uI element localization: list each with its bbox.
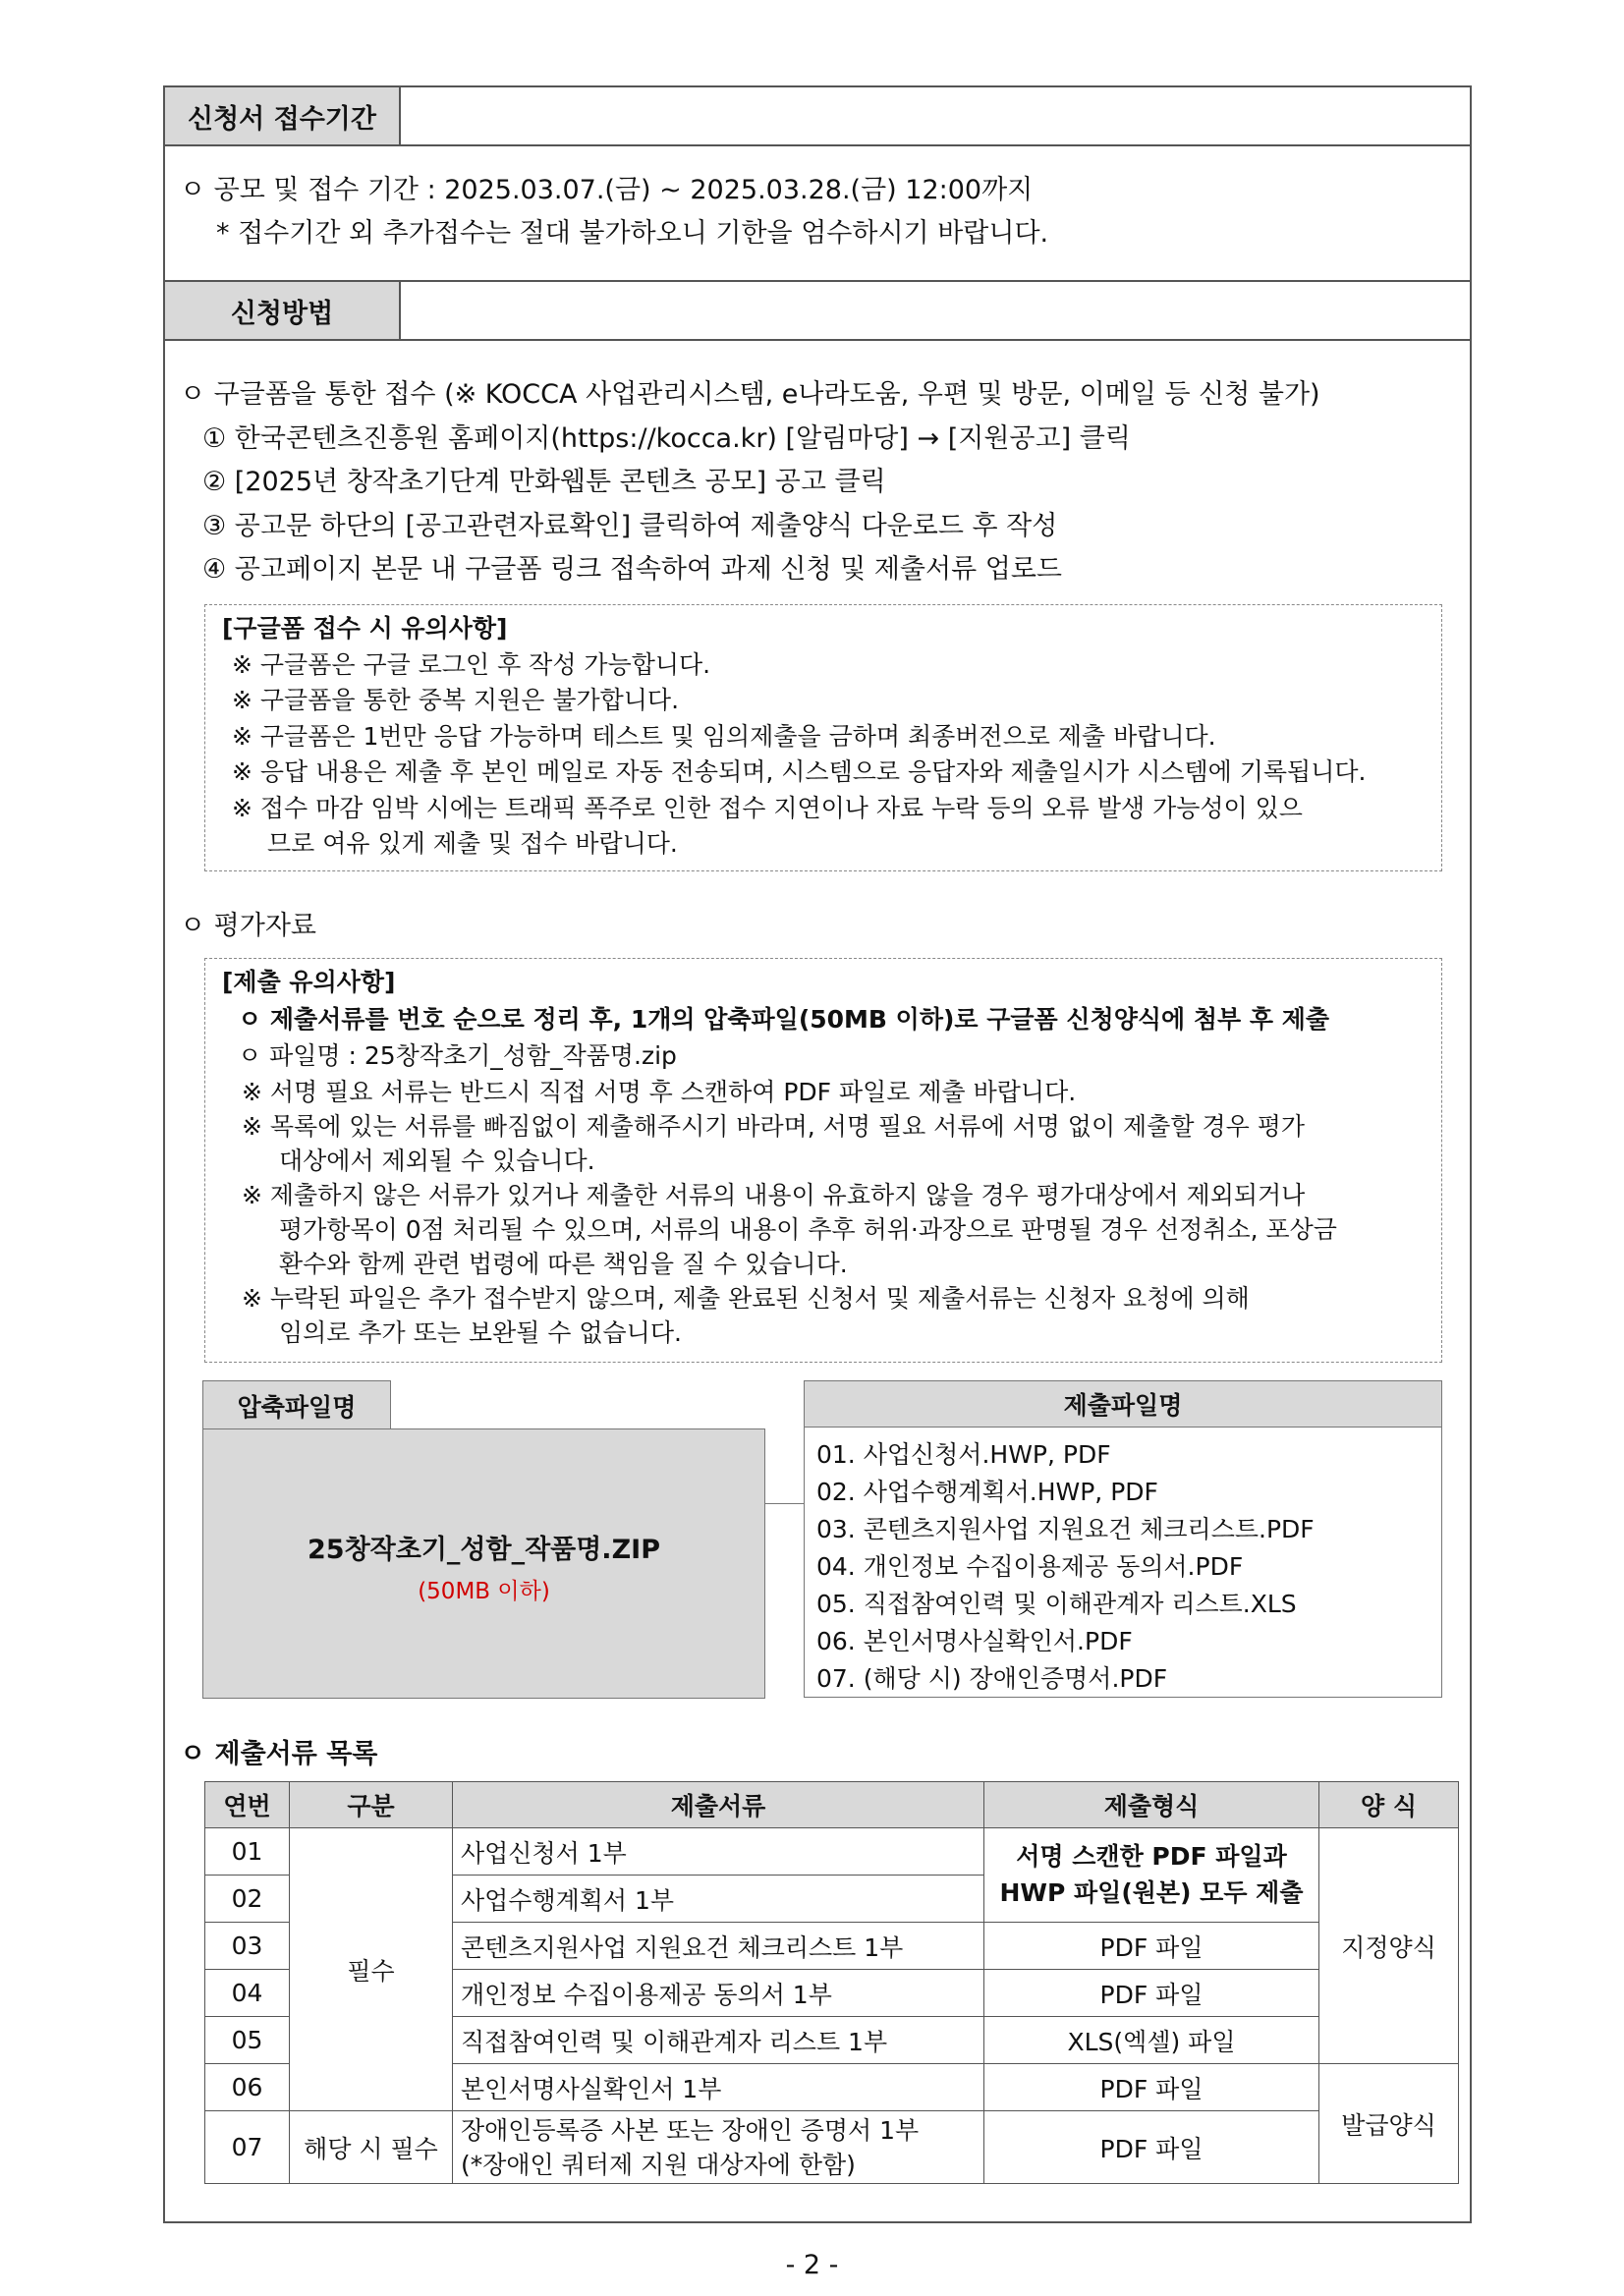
- submission-note: 대상에서 제외될 수 있습니다.: [279, 1147, 595, 1175]
- section-label-period: 신청서 접수기간: [165, 87, 401, 144]
- submission-filename-line: ㅇ 파일명 : 25창작초기_성함_작품명.zip: [238, 1041, 677, 1070]
- submission-note: 평가항목이 0점 처리될 수 있으며, 서류의 내용이 추후 허위·과장으로 판명될 경우 선정취소, 포상금: [279, 1215, 1337, 1244]
- col-header-document: 제출서류: [453, 1782, 984, 1828]
- row-no: 07: [205, 2111, 290, 2184]
- row-no: 02: [205, 1876, 290, 1923]
- submission-note: ※ 서명 필요 서류는 반드시 직접 서명 후 스캔하여 PDF 파일로 제출 바랍니다.: [242, 1078, 1077, 1106]
- col-header-category: 구분: [290, 1782, 453, 1828]
- submission-note: 환수와 함께 관련 법령에 따른 책임을 질 수 있습니다.: [279, 1250, 848, 1278]
- row-no: 06: [205, 2064, 290, 2111]
- google-form-notice-line: ※ 구글폼은 구글 로그인 후 작성 가능합니다.: [232, 650, 711, 679]
- method-step-4: ④ 공고페이지 본문 내 구글폼 링크 접속하여 과제 신청 및 제출서류 업로드: [202, 554, 1062, 585]
- file-list-box: [804, 1380, 1442, 1698]
- row-document: 직접참여인력 및 이해관계자 리스트 1부: [453, 2017, 984, 2064]
- table-row: [205, 1828, 1459, 1876]
- format-both-line-2: HWP 파일(원본) 모두 제출: [999, 1877, 1304, 1907]
- doc-list-table: [204, 1781, 1459, 2184]
- file-list-item: 06. 본인서명사실확인서.PDF: [816, 1627, 1133, 1655]
- row-document: 본인서명사실확인서 1부: [453, 2064, 984, 2111]
- submission-notice-title: [제출 유의사항]: [222, 968, 396, 996]
- row-document: 사업신청서 1부: [453, 1828, 984, 1876]
- google-form-notice-line: ※ 접수 마감 임박 시에는 트래픽 폭주로 인한 접수 지연이나 자료 누락 등의 오류 발생 가능성이 있으: [232, 794, 1303, 822]
- section-header-method: [163, 280, 1472, 341]
- row-format: PDF 파일: [984, 1970, 1319, 2017]
- form-designated: 지정양식: [1319, 1828, 1459, 2064]
- file-list-item: 03. 콘텐츠지원사업 지원요건 체크리스트.PDF: [816, 1515, 1315, 1543]
- zip-name-box: [202, 1428, 765, 1699]
- col-header-format: 제출형식: [984, 1782, 1319, 1828]
- table-header-row: [205, 1782, 1459, 1828]
- file-list-item: 02. 사업수행계획서.HWP, PDF: [816, 1478, 1158, 1506]
- row-format: PDF 파일: [984, 2064, 1319, 2111]
- row-format: XLS(엑셀) 파일: [984, 2017, 1319, 2064]
- format-both-line-1: 서명 스캔한 PDF 파일과: [1016, 1842, 1287, 1872]
- google-form-notice-line: ※ 구글폼은 1번만 응답 가능하며 테스트 및 임의제출을 금하며 최종버전으로 제출 바랍니다.: [232, 722, 1216, 751]
- zip-name-tab: 압축파일명: [202, 1380, 391, 1429]
- page-number: - 2 -: [785, 2250, 839, 2280]
- col-header-form: 양 식: [1319, 1782, 1459, 1828]
- google-form-notice-line: ※ 구글폼을 통한 중복 지원은 불가합니다.: [232, 686, 680, 714]
- format-both: [984, 1828, 1319, 1923]
- google-form-notice-line: 므로 여유 있게 제출 및 접수 바랍니다.: [267, 829, 678, 858]
- method-step-2: ② [2025년 창작초기단계 만화웹툰 콘텐츠 공모] 공고 클릭: [202, 467, 886, 497]
- method-step-1: ① 한국콘텐츠진흥원 홈페이지(https://kocca.kr) [알림마당] → [지원공고] 클릭: [202, 423, 1131, 454]
- submission-note: ※ 목록에 있는 서류를 빠짐없이 제출해주시기 바라며, 서명 필요 서류에 서명 없이 제출할 경우 평가: [242, 1112, 1306, 1141]
- row-no: 01: [205, 1828, 290, 1876]
- eval-heading: ㅇ 평가자료: [180, 911, 316, 941]
- submission-note: ※ 제출하지 않은 서류가 있거나 제출한 서류의 내용이 유효하지 않을 경우 평가대상에서 제외되거나: [242, 1181, 1306, 1209]
- file-list-item: 01. 사업신청서.HWP, PDF: [816, 1440, 1111, 1469]
- form-issued: 발급양식: [1319, 2064, 1459, 2184]
- row-document: 사업수행계획서 1부: [453, 1876, 984, 1923]
- row-document: 콘텐츠지원사업 지원요건 체크리스트 1부: [453, 1923, 984, 1970]
- row-document: 개인정보 수집이용제공 동의서 1부: [453, 1970, 984, 2017]
- category-conditional: 해당 시 필수: [290, 2111, 453, 2184]
- category-required: 필수: [290, 1828, 453, 2111]
- method-intro: ㅇ 구글폼을 통한 접수 (※ KOCCA 사업관리시스템, e나라도움, 우편 및 방문, 이메일 등 신청 불가): [180, 379, 1320, 410]
- row-format: PDF 파일: [984, 2111, 1319, 2184]
- row-document: [453, 2111, 984, 2184]
- google-form-notice-line: ※ 응답 내용은 제출 후 본인 메일로 자동 전송되며, 시스템으로 응답자와 제출일시가 시스템에 기록됩니다.: [232, 757, 1367, 786]
- section-label-method: 신청방법: [165, 282, 401, 339]
- row-format: PDF 파일: [984, 1923, 1319, 1970]
- submission-note: ※ 누락된 파일은 추가 접수받지 않으며, 제출 완료된 신청서 및 제출서류는 신청자 요청에 의해: [242, 1284, 1250, 1313]
- row-document-line-1: 장애인등록증 사본 또는 장애인 증명서 1부: [461, 2115, 920, 2145]
- connector-line: [765, 1503, 804, 1504]
- row-document-line-2: (*장애인 쿼터제 지원 대상자에 한함): [461, 2150, 856, 2179]
- file-list-item: 05. 직접참여인력 및 이해관계자 리스트.XLS: [816, 1590, 1297, 1618]
- row-no: 03: [205, 1923, 290, 1970]
- section-header-period: [163, 85, 1472, 146]
- row-no: 05: [205, 2017, 290, 2064]
- file-list-item: 07. (해당 시) 장애인증명서.PDF: [816, 1664, 1168, 1693]
- table-row: [205, 2111, 1459, 2184]
- row-no: 04: [205, 1970, 290, 2017]
- file-list-header: 제출파일명: [805, 1381, 1441, 1428]
- submission-bold-line: ㅇ 제출서류를 번호 순으로 정리 후, 1개의 압축파일(50MB 이하)로 구글폼 신청양식에 첨부 후 제출: [238, 1005, 1330, 1034]
- col-header-no: 연번: [205, 1782, 290, 1828]
- period-note: * 접수기간 외 추가접수는 절대 불가하오니 기한을 엄수하시기 바랍니다.: [216, 218, 1049, 249]
- zip-size-limit: (50MB 이하): [418, 1579, 550, 1604]
- zip-file-name: 25창작초기_성함_작품명.ZIP: [308, 1535, 660, 1565]
- submission-note: 임의로 추가 또는 보완될 수 없습니다.: [279, 1318, 682, 1347]
- period-text: ㅇ 공모 및 접수 기간 : 2025.03.07.(금) ~ 2025.03.28.(금) 12:00까지: [180, 175, 1034, 205]
- google-form-notice-title: [구글폼 접수 시 유의사항]: [222, 614, 508, 643]
- doc-list-heading: ㅇ 제출서류 목록: [180, 1739, 378, 1769]
- file-list-item: 04. 개인정보 수집이용제공 동의서.PDF: [816, 1552, 1244, 1581]
- method-step-3: ③ 공고문 하단의 [공고관련자료확인] 클릭하여 제출양식 다운로드 후 작성: [202, 511, 1058, 541]
